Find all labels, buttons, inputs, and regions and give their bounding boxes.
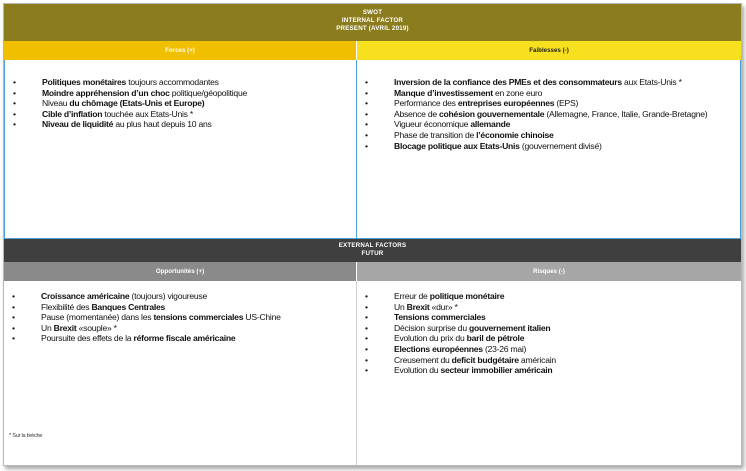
list-item-text: toujours accommodantes xyxy=(126,77,219,87)
list-item-text: touchée aux Etats-Unis * xyxy=(102,108,193,119)
list-item-text: Pause (momentanée) dans les xyxy=(41,312,154,323)
list-item-bold-text: Cible d’inflation xyxy=(42,108,103,119)
list-item xyxy=(11,109,341,120)
list-item-text: politique/géopolitique xyxy=(169,87,248,98)
list-item-text: Un xyxy=(394,301,407,312)
list-item xyxy=(363,130,723,141)
list-item-bold-text: Moindre appréhension d’un choc xyxy=(42,87,170,98)
external-factors-header xyxy=(4,239,741,262)
futur-label: FUTUR xyxy=(361,250,384,257)
forces-cell xyxy=(4,60,357,239)
forces-header: Forces (+) xyxy=(4,41,357,60)
list-item-text: Evolution du xyxy=(394,365,441,376)
present-period-label: PRESENT (AVRIL 2019) xyxy=(336,25,409,32)
list-item-bold-text: politique monétaire xyxy=(429,291,505,301)
list-item xyxy=(363,119,723,130)
faiblesses-list xyxy=(363,77,723,151)
list-item-text: Un xyxy=(41,322,54,333)
external-factors-label: EXTERNAL FACTORS xyxy=(338,242,407,249)
list-item-bold-text: Niveau de liquidité xyxy=(42,119,114,130)
list-item xyxy=(363,141,723,152)
list-item xyxy=(363,302,723,313)
list-item-text: «dur» * xyxy=(429,301,458,312)
list-item-bold-text: Manque d’investissement xyxy=(394,87,493,98)
list-item-bold-text: Banques Centrales xyxy=(91,301,166,312)
list-item xyxy=(363,344,723,355)
list-item-bold-text: cohésion gouvernementale xyxy=(439,108,545,119)
list-item-text: Erreur de xyxy=(394,291,430,301)
list-item-text: en zone euro xyxy=(492,87,543,98)
risques-list xyxy=(363,291,723,376)
list-item-text: au plus haut depuis 10 ans xyxy=(113,119,212,130)
list-item xyxy=(10,312,340,323)
list-item xyxy=(10,323,340,334)
risques-cell xyxy=(357,281,741,465)
list-item-text: (Allemagne, France, Italie, Grande-Bretagne) xyxy=(544,108,708,119)
list-item-bold-text: Inversion de la confiance des PMEs et des consommateurs xyxy=(394,77,622,87)
opportunites-list xyxy=(10,291,340,344)
list-item-text: Niveau xyxy=(42,98,70,109)
list-item-text: (gouvernement divisé) xyxy=(519,140,602,151)
list-item xyxy=(363,291,723,302)
list-item-bold-text: entreprises européennes xyxy=(457,98,555,109)
list-item-text: (23-26 mai) xyxy=(482,343,527,354)
swot-title: SWOT xyxy=(362,9,383,16)
swot-table xyxy=(3,3,742,466)
list-item-bold-text: Tensions commerciales xyxy=(394,312,486,323)
internal-factor-label: INTERNAL FACTOR xyxy=(341,17,404,24)
list-item-text: Flexibilité des xyxy=(41,301,92,312)
list-item xyxy=(363,355,723,366)
list-item-bold-text: baril de pétrole xyxy=(466,333,525,344)
list-item-text: aux Etats-Unis * xyxy=(621,77,682,87)
list-item-text: Phase de transition de xyxy=(394,129,477,140)
list-item-bold-text: tensions commerciales xyxy=(153,312,244,323)
list-item-bold-text: du chômage (Etats-Unis et Europe) xyxy=(69,98,205,109)
list-item-text: Vigueur économique xyxy=(394,119,471,130)
opportunites-header: Opportunités (+) xyxy=(4,262,357,281)
list-item-bold-text: secteur immobilier américain xyxy=(440,365,553,376)
list-item xyxy=(10,302,340,313)
list-item-bold-text: réforme fiscale américaine xyxy=(133,333,236,344)
list-item-text: (toujours) vigoureuse xyxy=(129,291,208,301)
list-item-bold-text: Croissance américaine xyxy=(41,291,130,301)
list-item-text: Evolution du prix du xyxy=(394,333,467,344)
list-item-text: (EPS) xyxy=(554,98,579,109)
list-item xyxy=(11,77,341,88)
list-item-bold-text: Brexit xyxy=(53,322,77,333)
list-item xyxy=(363,98,723,109)
opportunites-cell xyxy=(4,281,357,465)
list-item-bold-text: gouvernement italien xyxy=(469,322,551,333)
list-item xyxy=(363,333,723,344)
internal-factor-header xyxy=(4,4,741,41)
list-item xyxy=(363,109,723,120)
forces-list xyxy=(11,77,341,130)
faiblesses-cell xyxy=(357,60,741,239)
list-item-text: US-Chine xyxy=(243,312,281,323)
list-item-bold-text: Elections européennes xyxy=(394,343,483,354)
faiblesses-header: Faiblesses (-) xyxy=(357,41,741,60)
list-item-text: Creusement du xyxy=(394,354,452,365)
list-item xyxy=(363,323,723,334)
list-item-bold-text: l’économie chinoise xyxy=(476,129,554,140)
list-item-bold-text: Politiques monétaires xyxy=(42,77,127,87)
list-item xyxy=(11,88,341,99)
list-item xyxy=(10,333,340,344)
risques-header: Risques (-) xyxy=(357,262,741,281)
list-item xyxy=(11,119,341,130)
list-item-text: Poursuite des effets de la xyxy=(41,333,134,344)
list-item-bold-text: deficit budgétaire xyxy=(451,354,519,365)
footnote: * Sur la brèche xyxy=(9,433,43,439)
list-item-bold-text: allemande xyxy=(470,119,511,130)
list-item xyxy=(11,98,341,109)
list-item-bold-text: Blocage politique aux Etats-Unis xyxy=(394,140,520,151)
list-item-text: américain xyxy=(518,354,556,365)
list-item xyxy=(363,312,723,323)
list-item xyxy=(10,291,340,302)
list-item-text: Absence de xyxy=(394,108,440,119)
list-item-text: «souple» * xyxy=(76,322,117,333)
list-item xyxy=(363,365,723,376)
list-item-text: Décision surprise du xyxy=(394,322,469,333)
list-item-bold-text: Brexit xyxy=(406,301,430,312)
list-item xyxy=(363,77,723,88)
list-item xyxy=(363,88,723,99)
list-item-text: Performance des xyxy=(394,98,458,109)
